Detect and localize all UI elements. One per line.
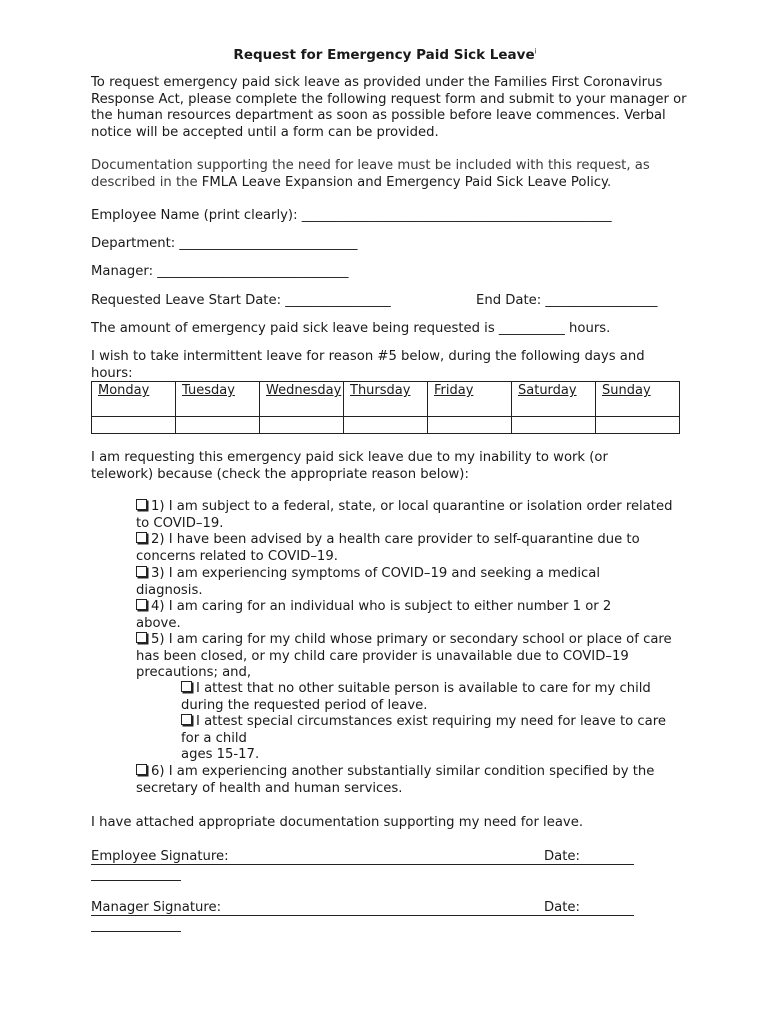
checkbox-icon[interactable] xyxy=(136,764,147,775)
reason-1-text: 1) I am subject to a federal, state, or local quarantine or isolation order related to COVID–19. xyxy=(136,499,673,531)
reason-5a xyxy=(181,681,681,714)
day-header-sunday: Sunday xyxy=(596,382,680,417)
reason-3 xyxy=(136,566,636,599)
reason-5a-text: I attest that no other suitable person is available to care for my child during the requested period of leave. xyxy=(181,681,651,713)
reason-5 xyxy=(136,632,676,682)
days-header-row xyxy=(92,382,680,417)
end-date-field[interactable]: End Date: _________________ xyxy=(476,293,658,308)
employee-signature-label: Employee Signature: xyxy=(91,849,229,864)
days-table xyxy=(91,381,680,434)
hours-cell-friday[interactable] xyxy=(428,417,512,434)
reason-6-text: 6) I am experiencing another substantially similar condition specified by the secretary of health and human services. xyxy=(136,764,655,796)
day-header-thursday: Thursday xyxy=(344,382,428,417)
reason-2-text: 2) I have been advised by a health care provider to self-quarantine due to concerns related to COVID–19. xyxy=(136,532,640,564)
reason-2 xyxy=(136,532,676,565)
start-date-field[interactable]: Requested Leave Start Date: ________________ xyxy=(91,293,391,308)
reason-intro: I am requesting this emergency paid sick leave due to my inability to work (or telework) because (check the appropriate reason below): xyxy=(91,450,608,482)
manager-signature-continuation-line xyxy=(91,931,181,932)
days-hours-row xyxy=(92,417,680,434)
title-footnote: i xyxy=(534,47,537,56)
documentation-paragraph xyxy=(91,158,691,191)
manager-field[interactable]: Manager: _____________________________ xyxy=(91,264,349,279)
intro-paragraph: To request emergency paid sick leave as provided under the Families First Coronavirus Response Act, please complete the following request form and submit to your manager or the human resources department as soon as possible before leave commences. Verbal notice will be accepted until a form can be provided. xyxy=(91,75,687,140)
reason-5b-ages: ages 15-17. xyxy=(181,747,260,763)
checkbox-icon[interactable] xyxy=(136,566,147,577)
checkbox-icon[interactable] xyxy=(136,532,147,543)
day-header-wednesday: Wednesday xyxy=(260,382,344,417)
reason-3-text: 3) I am experiencing symptoms of COVID–19 and seeking a medical diagnosis. xyxy=(136,566,601,598)
hours-cell-thursday[interactable] xyxy=(344,417,428,434)
checkbox-icon[interactable] xyxy=(181,714,192,725)
hours-cell-sunday[interactable] xyxy=(596,417,680,434)
attached-statement: I have attached appropriate documentation supporting my need for leave. xyxy=(91,815,584,830)
intermittent-paragraph: I wish to take intermittent leave for reason #5 below, during the following days and hours: xyxy=(91,349,645,381)
reason-5-text: 5) I am caring for my child whose primary or secondary school or place of care has been closed, or my child care provider is unavailable due to COVID–19 precautions; and, xyxy=(136,632,672,681)
day-header-saturday: Saturday xyxy=(512,382,596,417)
manager-signature-line[interactable] xyxy=(91,915,545,916)
documentation-suffix: . xyxy=(606,174,612,190)
checkbox-icon[interactable] xyxy=(136,599,147,610)
checkbox-icon[interactable] xyxy=(136,499,147,510)
page-title xyxy=(0,47,770,64)
leave-amount-field[interactable]: The amount of emergency paid sick leave being requested is __________ hours. xyxy=(91,321,611,336)
checkbox-icon[interactable] xyxy=(136,632,147,643)
day-header-friday: Friday xyxy=(428,382,512,417)
day-header-monday: Monday xyxy=(92,382,176,417)
manager-date-label: Date: xyxy=(544,900,580,915)
employee-signature-line[interactable] xyxy=(91,864,545,865)
employee-date-label: Date: xyxy=(544,849,580,864)
hours-cell-saturday[interactable] xyxy=(512,417,596,434)
hours-cell-monday[interactable] xyxy=(92,417,176,434)
manager-signature-label: Manager Signature: xyxy=(91,900,222,915)
reason-4 xyxy=(136,599,646,632)
reason-5b-text: I attest special circumstances exist requiring my need for leave to care for a child xyxy=(181,714,666,746)
employee-date-line[interactable] xyxy=(544,864,634,865)
reason-5b xyxy=(181,714,671,764)
policy-link: FMLA Leave Expansion and Emergency Paid Sick Leave Policy xyxy=(201,174,607,190)
employee-name-field[interactable]: Employee Name (print clearly): _______________________________________________ xyxy=(91,208,612,223)
hours-cell-wednesday[interactable] xyxy=(260,417,344,434)
day-header-tuesday: Tuesday xyxy=(176,382,260,417)
checkbox-icon[interactable] xyxy=(181,681,192,692)
documentation-text: Documentation supporting the need for leave must be included with this request, as described in the xyxy=(91,158,650,190)
reason-6 xyxy=(136,764,676,797)
manager-date-line[interactable] xyxy=(544,915,634,916)
hours-cell-tuesday[interactable] xyxy=(176,417,260,434)
employee-signature-continuation-line xyxy=(91,880,181,881)
reason-4-text: 4) I am caring for an individual who is subject to either number 1 or 2 above. xyxy=(136,599,612,631)
title-text: Request for Emergency Paid Sick Leave xyxy=(233,47,535,63)
reason-1 xyxy=(136,499,676,532)
department-field[interactable]: Department: ___________________________ xyxy=(91,236,358,251)
